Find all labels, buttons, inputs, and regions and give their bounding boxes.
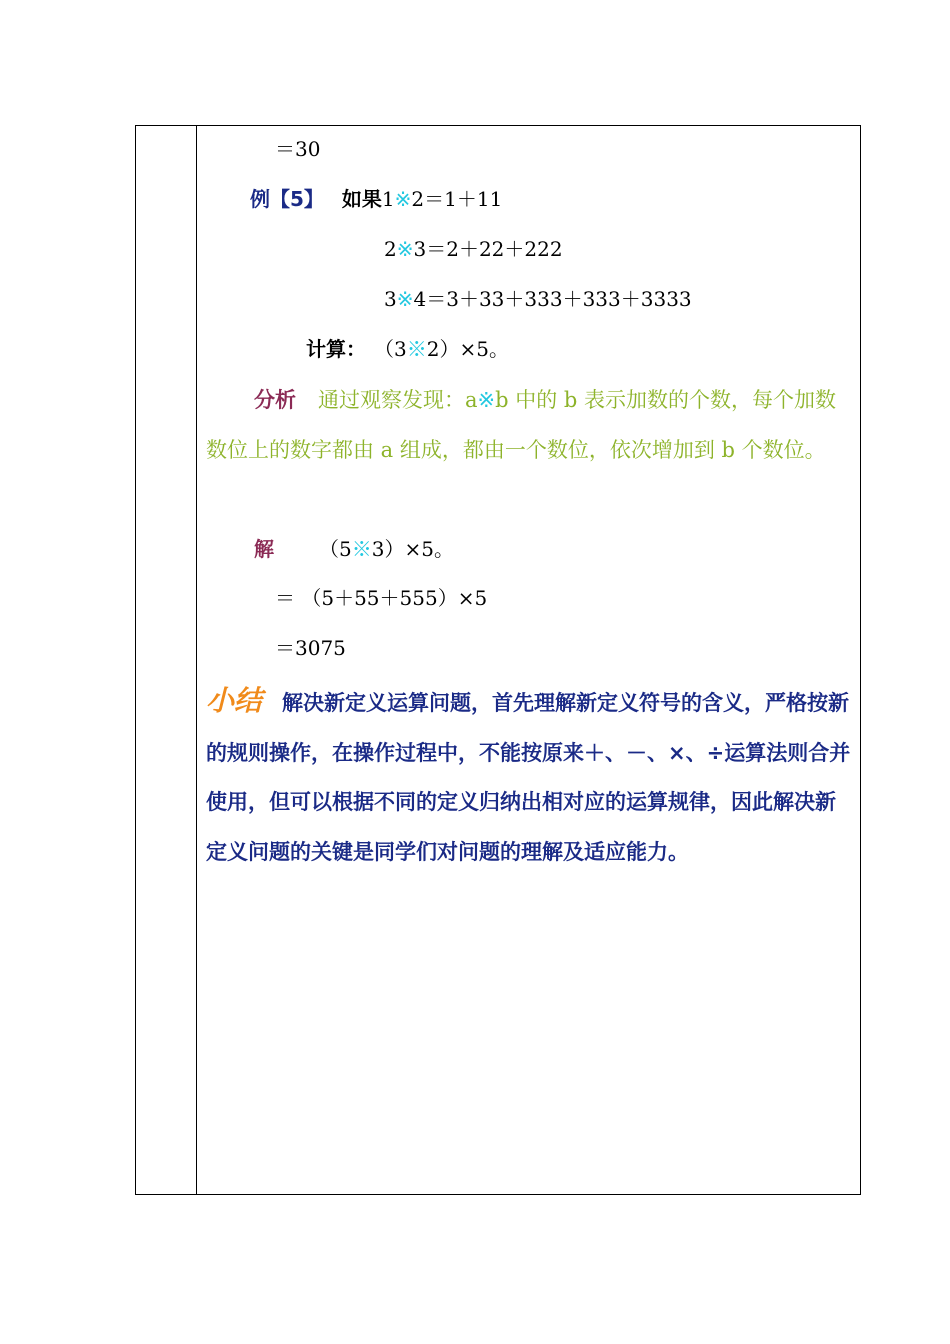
example-intro: 如果	[341, 187, 382, 211]
example-5-line	[250, 186, 502, 212]
solution-line-2: ＝ （5＋55＋555）×5	[275, 586, 488, 610]
row3-a: 3	[384, 287, 397, 311]
analysis-text-a: 通过观察发现：a	[318, 388, 478, 412]
row2-rest: 3＝2＋22＋222	[413, 237, 563, 261]
reference-mark-icon: ※	[351, 537, 372, 561]
question-post: 2）×5。	[426, 337, 509, 361]
solution-pre: （5	[319, 537, 352, 561]
summary-label: 小结	[206, 684, 263, 717]
solution-post: 3）×5。	[371, 537, 454, 561]
question-label: 计算：	[306, 337, 366, 361]
analysis-paragraph	[206, 376, 856, 475]
reference-mark-icon: ※	[396, 237, 414, 261]
question-pre: （3	[374, 337, 407, 361]
reference-mark-icon: ※	[396, 287, 414, 311]
example-label: 例【5】	[250, 187, 324, 211]
reference-mark-icon: ※	[477, 388, 496, 412]
row1-a: 1	[381, 187, 395, 211]
equals-30-line: ＝30	[275, 137, 321, 161]
solution-line-3: ＝3075	[275, 636, 346, 660]
example-row-3	[384, 286, 692, 312]
reference-mark-icon: ※	[394, 187, 412, 211]
reference-mark-icon: ※	[406, 337, 427, 361]
example-row-2	[384, 236, 563, 262]
analysis-label: 分析	[254, 388, 296, 412]
row2-a: 2	[384, 237, 397, 261]
solution-line-1	[254, 536, 454, 562]
solution-label: 解	[254, 537, 274, 561]
question-line	[306, 336, 509, 362]
row3-rest: 4＝3＋33＋333＋333＋3333	[413, 287, 692, 311]
summary-paragraph	[206, 676, 856, 877]
summary-text: 解决新定义运算问题，首先理解新定义符号的含义，严格按新的规则操作，在操作过程中，不能按原来＋、－、×、÷运算法则合并使用，但可以根据不同的定义归纳出相对应的运算规律，因此解决新定义问题的关键是同学们对问题的理解及适应能力。	[206, 691, 851, 864]
row1-rest: 2＝1＋11	[411, 187, 503, 211]
analysis-text-b: b 中的 b 表示加数的个数，每个加数数位上的数字都由 a 组成，都由一个数位，依次增加到 b 个数位。	[206, 388, 837, 462]
column-divider	[196, 125, 197, 1195]
